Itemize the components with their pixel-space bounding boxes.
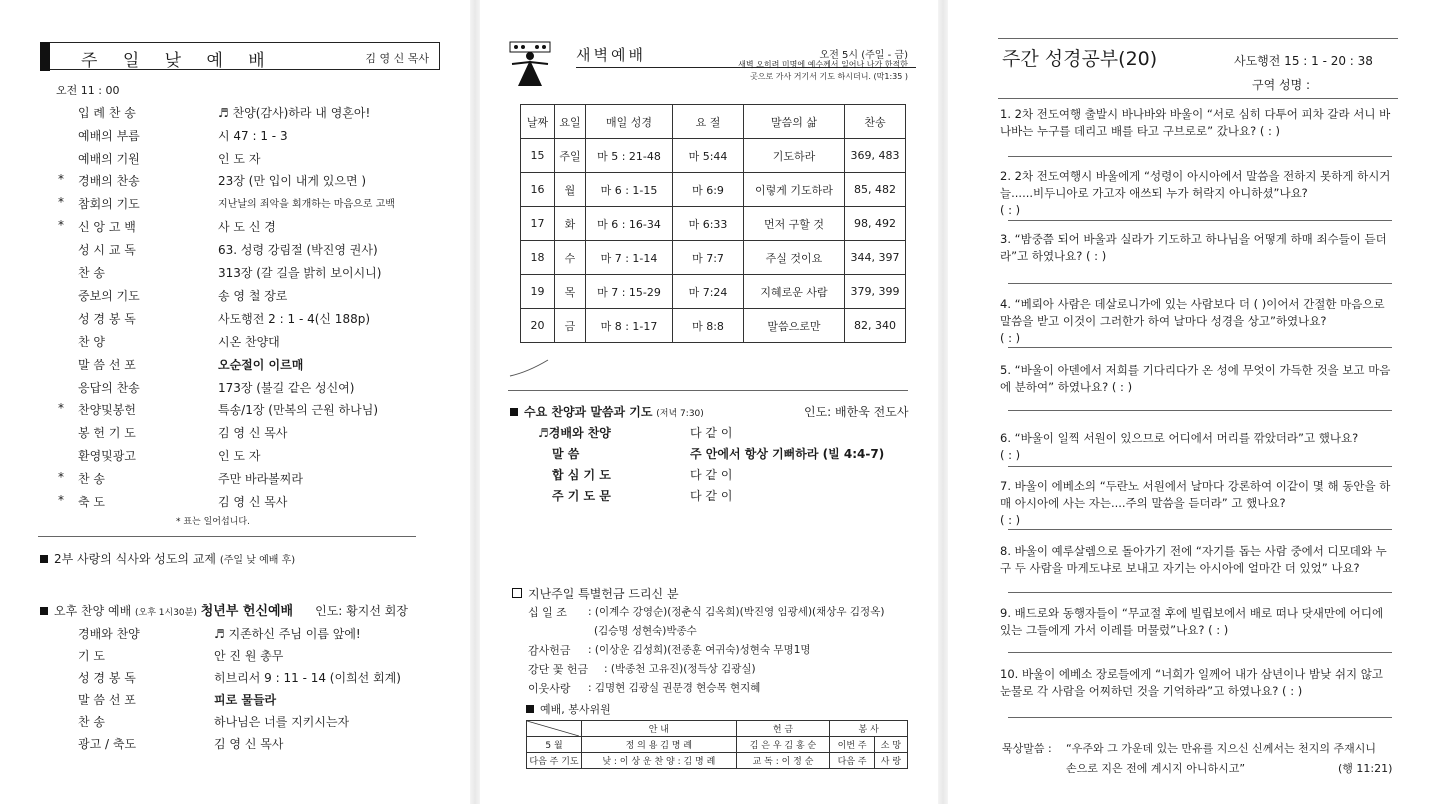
service-time: 오전 11 : 00 — [56, 84, 120, 97]
table-row: 15 주일 마 5 : 21-48 마 5:44 기도하라 369, 483 — [521, 139, 906, 173]
order-label: 환영및광고 — [78, 449, 136, 463]
order-label: 축 도 — [78, 495, 105, 509]
table-row: 18 수 마 7 : 1-14 마 7:7 주실 것이요 344, 397 — [521, 241, 906, 275]
square-bullet-icon — [526, 705, 534, 713]
sunday-service-title: 주 일 낮 예 배 — [81, 51, 275, 71]
wednesday-leader: 인도: 배한욱 전도사 — [804, 405, 909, 419]
meditation-verse-line2: 손으로 지은 전에 계시지 아니하시고” — [1066, 762, 1246, 775]
order-value: 김 영 신 목사 — [218, 426, 288, 440]
standing-note: * 표는 일어섭니다. — [176, 517, 250, 527]
order-value: 63. 성령 강림절 (박진영 권사) — [218, 243, 378, 257]
answer-line — [1008, 347, 1392, 348]
question-item: 2. 2차 전도여행시 바울에게 “성령이 아시아에서 말씀을 전하지 못하게 하시거늘......비두니아로 가고자 애쓰되 누가 허락지 아니하셨”나요? ( : ) — [1000, 169, 1391, 217]
order-label: 경배의 찬송 — [78, 174, 140, 188]
order-label: 성 경 봉 독 — [78, 312, 136, 326]
order-value: 사 도 신 경 — [218, 220, 276, 234]
answer-line — [1008, 652, 1392, 653]
order-label: 예배의 부름 — [78, 129, 140, 143]
service-committee-table — [526, 720, 908, 769]
order-value: 송 영 철 장로 — [218, 289, 288, 303]
service-committee-title: 예배, 봉사위원 — [526, 701, 611, 717]
order-label: 중보의 기도 — [78, 289, 140, 303]
table-row: 17 화 마 6 : 16-34 마 6:33 먼저 구할 것 98, 492 — [521, 207, 906, 241]
divider — [38, 536, 416, 537]
dawn-verse-line2: 곳으로 가사 거기서 기도 하시더니. (막1:35 ) — [750, 72, 908, 81]
top-rule — [998, 38, 1398, 39]
table-row: 다음 주 기도 낮 : 이 상 운 찬 양 : 김 명 례 교 독 : 이 정 순 다음 주 사 랑 — [527, 753, 908, 769]
answer-line — [1008, 529, 1392, 530]
table-row: 5 월 정 의 용 김 명 례 김 은 우 김 홍 순 이번 주 소 망 — [527, 737, 908, 753]
order-label: 찬양및봉헌 — [78, 403, 136, 417]
order-value: 인 도 자 — [218, 449, 261, 463]
answer-line — [1008, 220, 1392, 221]
order-value: 특송/1장 (만복의 근원 하나님) — [218, 403, 378, 417]
checkbox-square-icon — [512, 588, 522, 598]
answer-line — [1008, 466, 1392, 467]
dawn-service-title: 새벽예배 — [576, 46, 646, 64]
order-label: 신 앙 고 백 — [78, 220, 136, 234]
table-row: 20 금 마 8 : 1-17 마 8:8 말씀으로만 82, 340 — [521, 309, 906, 343]
order-value: 173장 (불길 같은 성신여) — [218, 381, 355, 395]
order-label: 봉 헌 기 도 — [78, 426, 136, 440]
order-label: 입 례 찬 송 — [78, 106, 136, 120]
bible-reading-table — [520, 104, 906, 343]
table-header-row: 안 내 헌 금 봉 사 — [527, 721, 908, 737]
order-value: 시온 찬양대 — [218, 335, 280, 349]
fellowship-line: 2부 사랑의 식사와 성도의 교제 (주일 낮 예배 후) — [40, 550, 295, 567]
order-label: 예배의 기원 — [78, 152, 140, 166]
question-item: 3. “밤중쯤 되어 바울과 실라가 기도하고 하나님을 어떻게 하매 죄수들이 듣더라”고 하였나요? ( : ) — [1000, 232, 1387, 263]
order-value: ♬ 찬양(감사)하라 내 영혼아! — [218, 106, 371, 120]
question-item: 8. 바울이 예루살렘으로 돌아가기 전에 “자기를 돕는 사람 중에서 디모데와 누구 두 사람을 마게도냐로 보내고 자기는 아시아에 얼마간 더 있었” 나요? — [1000, 544, 1387, 575]
order-value: 사도행전 2 : 1 - 4(신 188p) — [218, 312, 371, 326]
question-item: 5. “바울이 아덴에서 저희를 기다리다가 온 성에 무엇이 가득한 것을 보고 마음에 분하여” 하였나요? ( : ) — [1000, 363, 1391, 394]
header-bar-decoration — [40, 42, 50, 71]
order-label: 응답의 찬송 — [78, 381, 140, 395]
sunday-service-panel: 주 일 낮 예 배 김 영 신 목사 오전 11 : 00 입 례 찬 송 ♬ 찬양(감사)하라 내 영혼아! 예배의 부름 시 47 : 1 - 3 예배의 기원 인 도 자 * 경배의 찬송 23장 (만 입이 내게 있으면 ) * 참회의 기도 지난날의 죄악을 회개하는 마음으로 고백 * 신 앙 고 백 사 도 신 경 성 시 교 독 63. 성령 강림절 (박진영 권사) 찬 송 313장 (갈 길을 밝히 보이시니) 중보의 기도 송 영 철 장로 성 경 봉 독 사도행전 2 : 1 - 4(신 188p) 찬 양 시온 찬양대 말 씀 선 포 오순절이 이르매 응답의 찬송 173장 (불길 같은 성신여) * 찬양및봉헌 특송/1장 (만복의 근원 하나님) 봉 헌 기 도 김 영 신 목사 환영및광고 인 도 자 * 찬 송 주만 바라볼찌라 * 축 도 김 영 신 목사 * 표는 일어섭니다. 2부 사랑의 식사와 성도의 교제 (주일 낮 예배 후) 오후 찬양 예배 (오후 1시30분) 청년부 헌신예배 인도: 황지선 회장 경배와 찬양 ♬ 지존하신 주님 이름 앞에! 기 도 안 진 원 총무 성 경 봉 독 히브리서 9 : 11 - 14 (이희선 회계) 말 씀 선 포 피로 물들라 찬 송 하나님은 너를 지키시는자 광고 / 축도 김 영 신 목사 — [0, 0, 470, 804]
dawn-service-header — [508, 40, 918, 95]
question-item: 1. 2차 전도여행 출발시 바나바와 바울이 “서로 심히 다투어 피차 갈라 서니 바나바는 누구를 데리고 배를 타고 구브로로” 갔나요? ( : ) — [1000, 107, 1391, 138]
bible-study-title: 주간 성경공부(20) — [1002, 48, 1158, 70]
bible-study-panel — [950, 0, 1432, 804]
minister-name: 김 영 신 목사 — [365, 52, 429, 65]
answer-line — [1008, 717, 1392, 718]
pen-stroke-decoration — [508, 356, 552, 380]
sunday-service-header — [40, 42, 440, 70]
meditation-verse-line1: “우주와 그 가운데 있는 만유를 지으신 신께서는 천지의 주재시니 — [1066, 742, 1376, 755]
question-item: 7. 바울이 에베소의 “두란노 서원에서 날마다 강론하여 이같이 몇 해 동안을 하매 아시아에 사는 자는....주의 말씀을 듣더라” 고 했나요? ( : ) — [1000, 479, 1391, 527]
answer-line — [1008, 592, 1392, 593]
special-offering-title: 지난주일 특별헌금 드리신 분 — [512, 585, 679, 602]
meditation-reference: (행 11:21) — [1338, 762, 1393, 775]
divider — [998, 98, 1398, 99]
wednesday-sermon: 주 안에서 항상 기뻐하라 (빌 4:4-7) — [690, 447, 885, 461]
table-row: 16 월 마 6 : 1-15 마 6:9 이렇게 기도하라 85, 482 — [521, 173, 906, 207]
question-item: 10. 바울이 에베소 장로들에게 “너희가 일께어 내가 삼년이나 밤낮 쉬지 않고 눈물로 각 사람을 어찌하던 것을 기억하라”고 하였나요? ( : ) — [1000, 667, 1383, 698]
order-value: 인 도 자 — [218, 152, 261, 166]
answer-line — [1008, 410, 1392, 411]
meditation-label: 묵상말씀 : — [1002, 742, 1052, 755]
order-value: 313장 (갈 길을 밝히 보이시니) — [218, 266, 382, 280]
order-value: 김 영 신 목사 — [218, 495, 288, 509]
square-bullet-icon — [510, 408, 518, 416]
diagonal-line — [527, 721, 579, 736]
sermon-title: 오순절이 이르매 — [218, 358, 304, 372]
afternoon-event: 청년부 헌신예배 — [200, 604, 294, 619]
bible-study-scripture: 사도행전 15 : 1 - 20 : 38 — [1234, 54, 1373, 68]
order-value: 지난날의 죄악을 회개하는 마음으로 고백 — [218, 199, 395, 210]
order-label: 참회의 기도 — [78, 197, 140, 211]
page-fold — [938, 0, 948, 804]
dawn-service-time: 오전 5시 (주일 - 금) — [819, 50, 908, 61]
wednesday-service-header: 수요 찬양과 말씀과 기도 (저녁 7:30) — [510, 403, 704, 420]
square-bullet-icon — [40, 607, 48, 615]
table-row: 19 목 마 7 : 15-29 마 7:24 지혜로운 사람 379, 399 — [521, 275, 906, 309]
dawn-verse-line1: 새벽 오히려 미명에 예수께서 일어나 나가 한적한 — [738, 60, 908, 69]
answer-line — [1008, 283, 1392, 284]
praying-figure-icon — [508, 40, 552, 90]
afternoon-service-header: 오후 찬양 예배 (오후 1시30분) 청년부 헌신예배 인도: 황지선 회장 — [40, 600, 408, 619]
order-label: 말 씀 선 포 — [78, 358, 136, 372]
table-header-row: 날짜 요일 매일 성경 요 절 말씀의 삶 찬송 — [521, 105, 906, 139]
question-item: 4. “베뢰아 사람은 데살로니가에 있는 사람보다 더 ( )이어서 간절한 마음으로 말씀을 받고 이것이 그러한가 하여 날마다 성경을 상고”하였나요? ( : ) — [1000, 297, 1385, 345]
answer-line — [1008, 156, 1392, 157]
square-bullet-icon — [40, 555, 48, 563]
question-item: 9. 배드로와 동행자들이 “무교절 후에 빌립보에서 배로 떠나 닷새만에 어디에 있는 그들에게 가서 이레를 머물렀”나요? ( : ) — [1000, 606, 1384, 637]
afternoon-leader: 인도: 황지선 회장 — [315, 604, 408, 618]
group-name-field: 구역 성명 : — [1252, 78, 1311, 92]
order-label: 찬 송 — [78, 266, 105, 280]
order-label: 성 시 교 독 — [78, 243, 136, 257]
order-label: 찬 양 — [78, 335, 105, 349]
divider — [508, 390, 908, 391]
question-item: 6. “바울이 일찍 서원이 있으므로 어디에서 머리를 깎았더라”고 했나요? ( : ) — [1000, 431, 1359, 462]
order-value: 시 47 : 1 - 3 — [218, 129, 288, 143]
order-label: 찬 송 — [78, 472, 105, 486]
order-value: 23장 (만 입이 내게 있으면 ) — [218, 174, 367, 188]
order-value: 주만 바라볼찌라 — [218, 472, 303, 486]
dawn-service-panel: 새벽예배 오전 5시 (주일 - 금) 새벽 오히려 미명에 예수께서 일어나 나가 한적한 곳으로 가사 거기서 기도 하시더니. (막1:35 ) 날짜 요일 매일 성경 요 절 말씀의 삶 찬송 15 주일 마 5 : 21-48 마 5:44 기도하라 369, 483 16 월 마 6 : 1-15 마 6:9 이렇게 기도하라 85, 482 17 화 마 6 : 16-34 마 6:33 먼저 구할 것 98, 492 18 수 마 7 : 1-14 마 7:7 주실 것이요 344, 397 19 목 마 7 : 15-29 마 7:24 지혜로운 사람 379, 399 20 금 마 8 : 1-17 마 8:8 말씀으로만 82, 340 수요 찬양과 말씀과 기도 (저녁 7:30) 인도: 배한욱 전도사 ♬경배와 찬양 다 같 이 말 씀 주 안에서 항상 기뻐하라 (빌 4:4-7) 합 심 기 도 다 같 이 주 기 도 문 다 같 이 지난주일 특별헌금 드리신 분 십 일 조 : (이계수 강영순)(정춘식 김옥희)(박진영 임광세)(채상우 김정옥) (김승명 성현숙)박종수 감사헌금 : (이상운 김성희)(전종훈 여귀숙)성현숙 무명1명 강단 꽃 헌금 : (박종천 고유진)(정득상 김광실) 이웃사랑 : 김명현 김광실 권문경 현승목 현지혜 예배, 봉사위원 안 내 헌 금 봉 사 5 월 정 의 용 김 명 례 김 은 우 김 홍 순 이번 주 소 망 다음 주 기도 낮 : 이 상 운 찬 양 : 김 명 례 교 독 : 이 정 순 다음 주 사 랑 — [478, 0, 936, 804]
